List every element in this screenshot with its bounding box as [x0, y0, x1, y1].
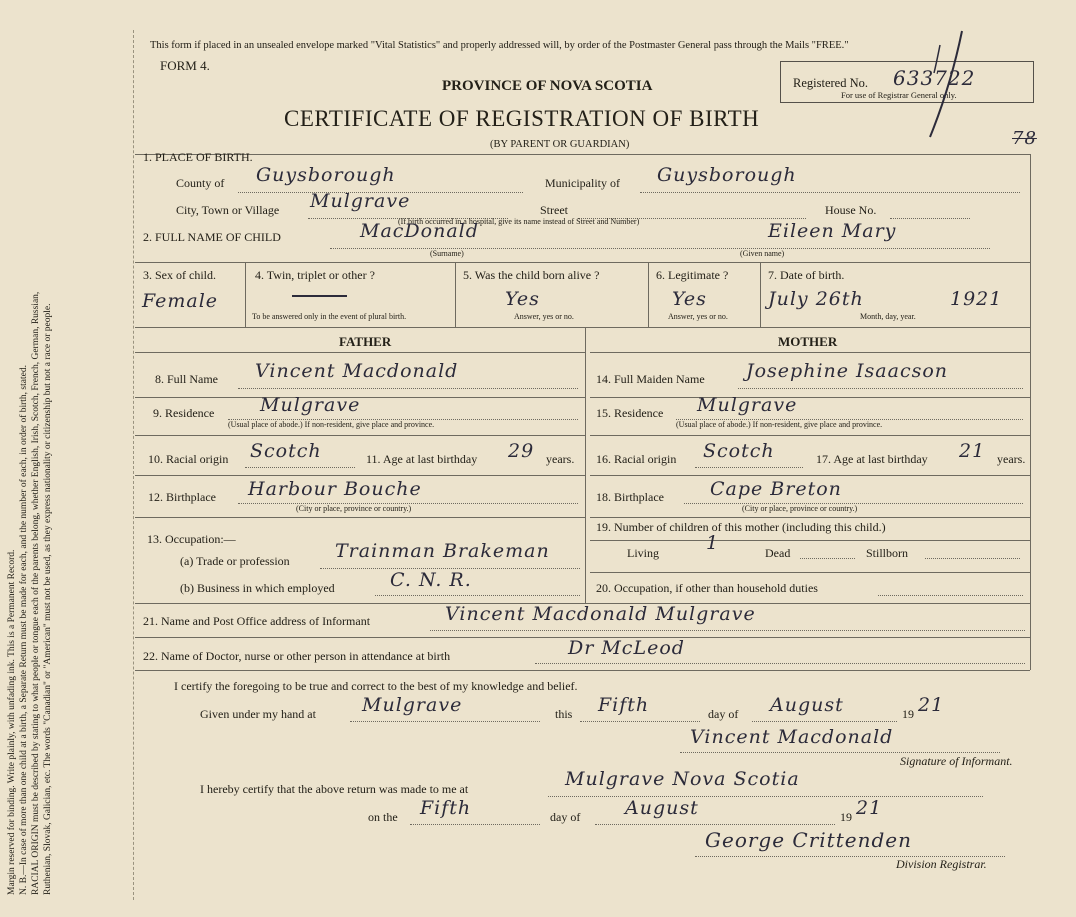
- on-the-label: on the: [368, 810, 398, 824]
- province-heading: PROVINCE OF NOVA SCOTIA: [442, 78, 653, 94]
- house-label: House No.: [825, 203, 877, 217]
- date-note: Month, day, year.: [860, 312, 916, 321]
- given-year-value: 21: [918, 694, 945, 716]
- father-age-value: 29: [508, 440, 535, 462]
- street-label: Street: [540, 203, 568, 217]
- rule: [648, 262, 649, 327]
- rule: [590, 435, 1030, 436]
- certificate-title: CERTIFICATE OF REGISTRATION OF BIRTH: [284, 106, 760, 131]
- informant-value: Vincent Macdonald Mulgrave: [445, 603, 756, 625]
- margin-line: N. B.—In case of more than one child at a birth, a Separate Return must be made for each, and the number of each, in order of birth, stated.: [19, 365, 29, 895]
- rule: [135, 262, 1030, 263]
- rule: [135, 517, 585, 518]
- rule: [925, 558, 1020, 559]
- mother-occupation-label: 20. Occupation, if other than household duties: [596, 581, 818, 595]
- surname-note: (Surname): [430, 249, 464, 258]
- father-years-label: years.: [546, 452, 575, 466]
- father-birthplace-value: Harbour Bouche: [248, 478, 422, 500]
- mother-racial-label: 16. Racial origin: [596, 452, 677, 466]
- doctor-value: Dr McLeod: [568, 637, 685, 659]
- rule: [590, 397, 1030, 398]
- rule: [350, 721, 540, 722]
- rule: [135, 154, 1030, 155]
- mother-age-label: 17. Age at last birthday: [816, 452, 928, 466]
- informant-label: 21. Name and Post Office address of Informant: [143, 614, 371, 628]
- children-count-label: 19. Number of children of this mother (including this child.): [596, 520, 886, 534]
- trade-value: Trainman Brakeman: [335, 540, 550, 562]
- child-given-value: Eileen Mary: [768, 220, 897, 242]
- year-prefix-2: 19: [840, 810, 852, 824]
- rule: [738, 388, 1023, 389]
- rule: [640, 192, 1020, 193]
- twin-note: To be answered only in the event of plural birth.: [252, 312, 407, 321]
- day-of-label-2: day of: [550, 810, 581, 824]
- rule: [410, 824, 540, 825]
- date-of-birth-value: July 26th: [768, 288, 864, 310]
- informant-signature: Vincent Macdonald: [690, 726, 894, 748]
- registered-label: Registered No.: [793, 76, 868, 90]
- twin-label: 4. Twin, triplet or other ?: [255, 268, 375, 282]
- rule: [245, 467, 355, 468]
- form-number: FORM 4.: [160, 58, 210, 73]
- certify-statement: I certify the foregoing to be true and correct to the best of my knowledge and belief.: [174, 679, 578, 693]
- corner-mark: 78: [1012, 128, 1037, 149]
- rule: [590, 517, 1030, 518]
- rule: [135, 327, 1030, 328]
- mother-heading: MOTHER: [778, 334, 838, 349]
- margin-line: Ruthenian, Slovak, Galician, etc. The words "Canadian" or "American" must not be used, as they express nationality or citizenship but not a race or people.: [43, 303, 53, 895]
- father-residence-label: 9. Residence: [153, 406, 215, 420]
- rule: [375, 595, 580, 596]
- rule: [580, 721, 700, 722]
- mother-racial-value: Scotch: [703, 440, 775, 462]
- rule: [245, 262, 246, 327]
- signature-label: Signature of Informant.: [900, 754, 1013, 768]
- rule: [590, 572, 1030, 573]
- father-birthplace-label: 12. Birthplace: [148, 490, 216, 504]
- father-residence-value: Mulgrave: [260, 394, 361, 416]
- rule: [1030, 154, 1031, 670]
- given-day-value: Fifth: [598, 694, 650, 716]
- mother-birthplace-note: (City or place, province or country.): [742, 504, 858, 513]
- rule: [455, 262, 456, 327]
- margin-line: Margin reserved for binding. Write plainly, with unfading ink. This is a Permanent Record.: [7, 549, 17, 895]
- business-value: C. N. R.: [390, 569, 472, 591]
- given-name-note: (Given name): [740, 249, 785, 258]
- legitimate-note: Answer, yes or no.: [668, 312, 728, 321]
- rule: [752, 721, 897, 722]
- rule: [135, 670, 1030, 671]
- rule: [585, 517, 586, 603]
- rule: [535, 663, 1025, 664]
- rule: [890, 218, 970, 219]
- made-day-value: Fifth: [420, 797, 472, 819]
- father-racial-value: Scotch: [250, 440, 322, 462]
- living-label: Living: [627, 546, 659, 560]
- date-of-birth-label: 7. Date of birth.: [768, 268, 845, 282]
- rule: [695, 467, 803, 468]
- mother-birthplace-value: Cape Breton: [710, 478, 842, 500]
- legitimate-value: Yes: [672, 288, 707, 310]
- city-value: Mulgrave: [310, 190, 411, 212]
- sex-value: Female: [142, 290, 219, 312]
- rule: [878, 595, 1023, 596]
- division-registrar-label: Division Registrar.: [896, 857, 987, 871]
- occupation-label: 13. Occupation:—: [147, 532, 236, 546]
- father-residence-note: (Usual place of abode.) If non-resident, give place and province.: [228, 420, 435, 429]
- day-of-label: day of: [708, 707, 739, 721]
- rule: [800, 558, 855, 559]
- rule: [680, 752, 1000, 753]
- mail-notice: This form if placed in an unsealed envelope marked "Vital Statistics" and properly addressed will, by order of the Postmaster General pass through the Mails "FREE.": [150, 40, 849, 51]
- registered-number: 633722: [893, 66, 976, 90]
- rule: [548, 796, 983, 797]
- mother-residence-value: Mulgrave: [697, 394, 798, 416]
- margin-instructions: [6, 0, 146, 895]
- mother-residence-label: 15. Residence: [596, 406, 664, 420]
- rule: [590, 352, 1030, 353]
- given-under-label: Given under my hand at: [200, 707, 316, 721]
- sex-label: 3. Sex of child.: [143, 268, 216, 282]
- dead-label: Dead: [765, 546, 791, 560]
- father-heading: FATHER: [339, 334, 392, 349]
- given-month-value: August: [770, 694, 844, 716]
- city-label: City, Town or Village: [176, 203, 280, 217]
- rule: [760, 262, 761, 327]
- rule: [590, 475, 1030, 476]
- mother-age-value: 21: [959, 440, 986, 462]
- mother-birthplace-label: 18. Birthplace: [596, 490, 664, 504]
- born-alive-value: Yes: [505, 288, 540, 310]
- rule: [585, 327, 586, 517]
- given-place-value: Mulgrave: [362, 694, 463, 716]
- rule: [135, 352, 585, 353]
- certificate-subtitle: (BY PARENT OR GUARDIAN): [490, 139, 630, 150]
- rule: [595, 824, 835, 825]
- municipality-label: Municipality of: [545, 176, 620, 190]
- mother-residence-note: (Usual place of abode.) If non-resident, give place and province.: [676, 420, 883, 429]
- born-alive-note: Answer, yes or no.: [514, 312, 574, 321]
- rule: [590, 540, 1030, 541]
- registrar-signature: George Crittenden: [705, 828, 912, 852]
- stillborn-label: Stillborn: [866, 546, 909, 560]
- margin-line: RACIAL ORIGIN must be described by stating to what people or tongue each of the parents belong, whether English, Irish, Scotch, French, German, Russian,: [31, 291, 41, 895]
- pen-stroke-mark: [900, 25, 980, 145]
- business-label: (b) Business in which employed: [180, 581, 335, 595]
- mother-name-value: Josephine Isaacson: [746, 360, 949, 382]
- father-racial-label: 10. Racial origin: [148, 452, 229, 466]
- rule: [135, 435, 585, 436]
- made-year-value: 21: [856, 797, 883, 819]
- rule: [135, 475, 585, 476]
- rule: [238, 388, 578, 389]
- twin-dash: [292, 295, 347, 297]
- hospital-note: (If birth occurred in a hospital, give its name instead of Street and Number): [398, 217, 640, 226]
- child-surname-value: MacDonald: [360, 220, 479, 242]
- born-alive-label: 5. Was the child born alive ?: [463, 268, 600, 282]
- municipality-value: Guysborough: [657, 164, 797, 186]
- county-label: County of: [176, 176, 225, 190]
- made-month-value: August: [625, 797, 699, 819]
- made-place-value: Mulgrave Nova Scotia: [565, 768, 800, 790]
- birth-year-value: 1921: [950, 288, 1003, 310]
- father-name-value: Vincent Macdonald: [255, 360, 459, 382]
- this-label: this: [555, 707, 573, 721]
- rule: [330, 248, 990, 249]
- living-value: 1: [706, 532, 720, 554]
- mother-name-label: 14. Full Maiden Name: [596, 372, 705, 386]
- trade-label: (a) Trade or profession: [180, 554, 290, 568]
- mother-years-label: years.: [997, 452, 1026, 466]
- legitimate-label: 6. Legitimate ?: [656, 268, 729, 282]
- county-value: Guysborough: [256, 164, 396, 186]
- year-prefix: 19: [902, 707, 914, 721]
- child-name-label: 2. FULL NAME OF CHILD: [143, 230, 281, 244]
- father-birthplace-note: (City or place, province or country.): [296, 504, 412, 513]
- margin-fold-line: [133, 30, 134, 900]
- place-of-birth-label: 1. PLACE OF BIRTH.: [143, 150, 253, 164]
- rule: [430, 630, 1025, 631]
- registrar-note: For use of Registrar General only.: [841, 90, 957, 100]
- father-age-label: 11. Age at last birthday: [366, 452, 478, 466]
- father-name-label: 8. Full Name: [155, 372, 218, 386]
- doctor-label: 22. Name of Doctor, nurse or other person in attendance at birth: [143, 649, 451, 663]
- hereby-certify-label: I hereby certify that the above return was made to me at: [200, 782, 469, 796]
